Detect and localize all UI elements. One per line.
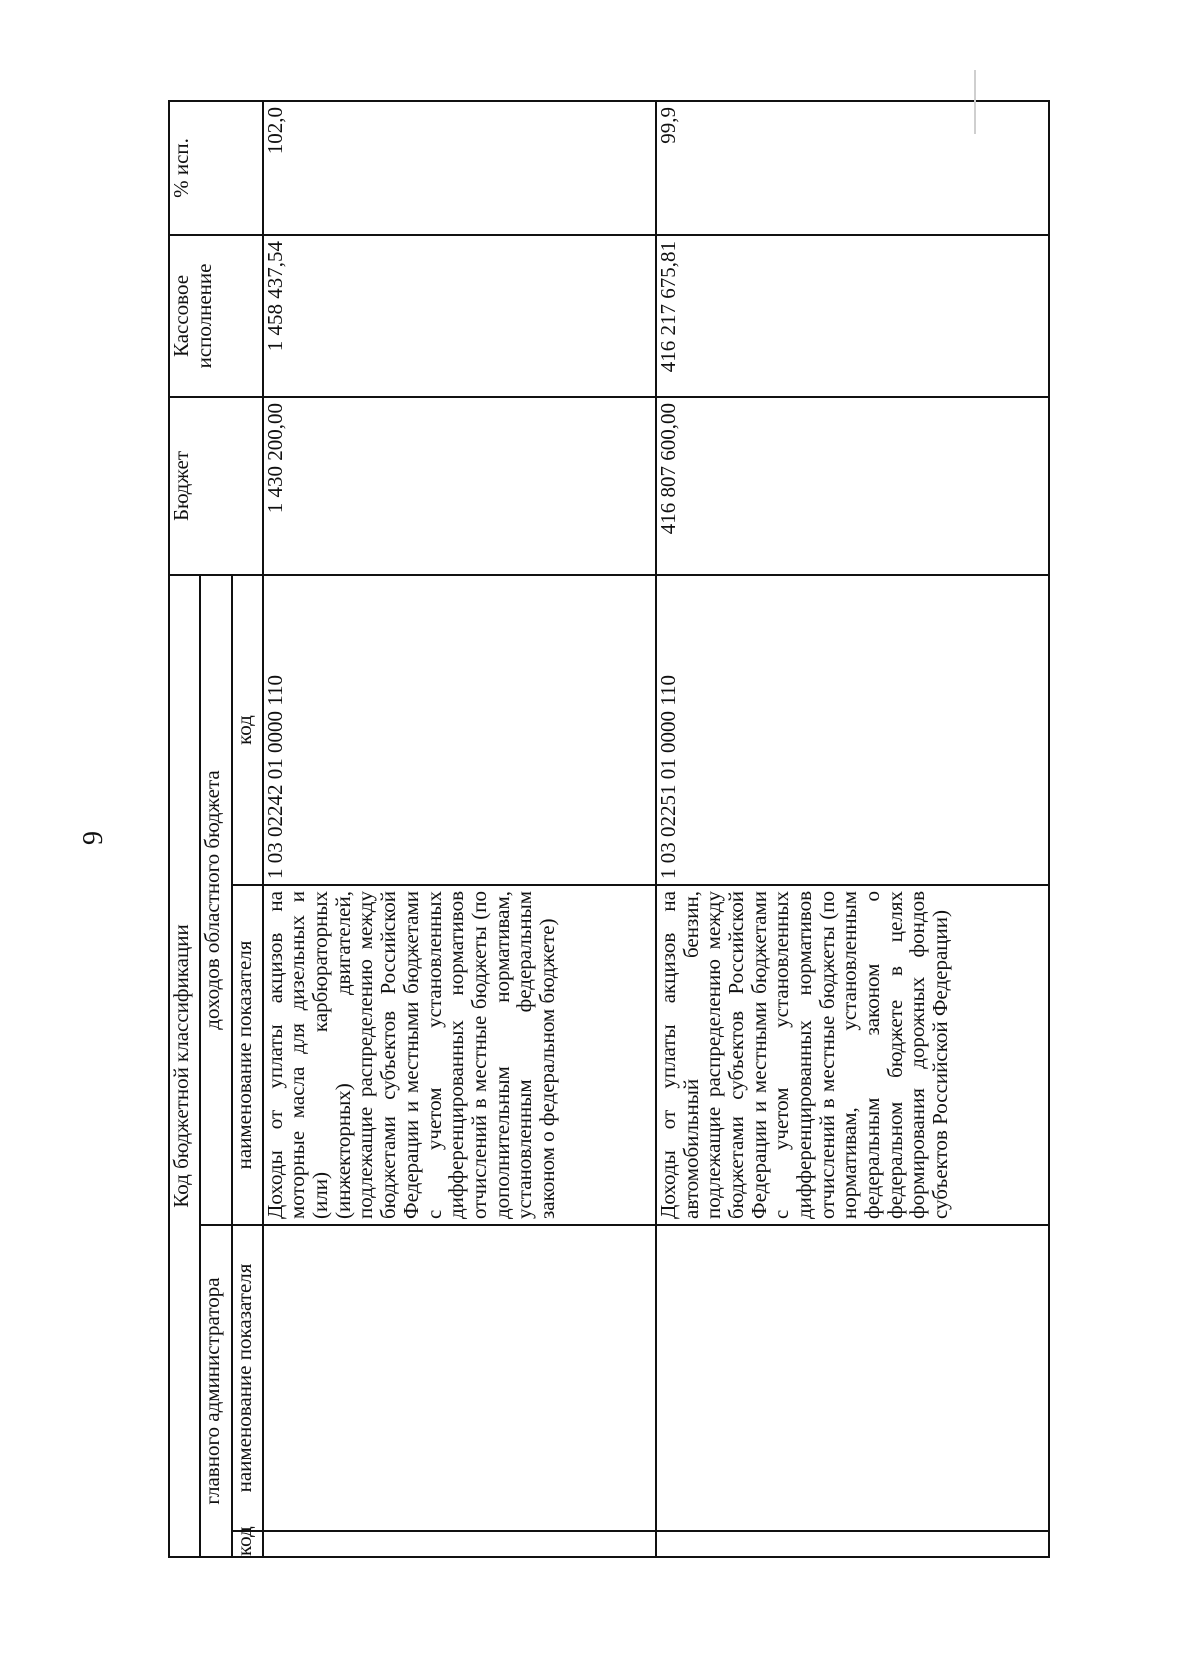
budget-header: Бюджет [169, 397, 263, 575]
income-name-cell: Доходы от уплаты акцизов на моторные масла для дизельных и (или) карбюраторных (инжекторных) двигателей, подлежащие распределению между бюджетами субъектов Российской Федерации и местными бюджетами с учетом установленных дифференцированных нормативов отчислений в местные бюджеты (по дополнительным нормативам, установленным федеральным законом о федеральном бюджете) [263, 885, 656, 1225]
admin-name-cell [263, 1225, 656, 1531]
page-number: 9 [78, 831, 109, 845]
admin-code-cell [656, 1531, 1049, 1557]
cash-header: Кассовое исполнение [169, 235, 263, 397]
income-name-header: наименование показателя [232, 885, 263, 1225]
classification-header: Код бюджетной классификации [169, 575, 200, 1557]
scan-margin-mark [974, 70, 976, 134]
income-name-cell: Доходы от уплаты акцизов на автомобильный бензин, подлежащие распределению между бюджетами субъектов Российской Федерации и местными бюджетами с учетом установленных дифференцированных нормативов отчислений в местные бюджеты (по нормативам, установленным федеральным законом о федеральном бюджете в целях формирования дорожных фондов субъектов Российской Федерации) [656, 885, 1049, 1225]
admin-name-cell [656, 1225, 1049, 1531]
income-code-cell: 1 03 02242 01 0000 110 [263, 575, 656, 885]
percent-value: 99,9 [656, 101, 1049, 235]
budget-value: 1 430 200,00 [263, 397, 656, 575]
percent-header: % исп. [169, 101, 263, 235]
admin-code-header: код [232, 1531, 263, 1557]
budget-value: 416 807 600,00 [656, 397, 1049, 575]
percent-value: 102,0 [263, 101, 656, 235]
admin-group-header: главного администратора [200, 1225, 231, 1557]
cash-value: 1 458 437,54 [263, 235, 656, 397]
income-code-cell: 1 03 02251 01 0000 110 [656, 575, 1049, 885]
cash-value: 416 217 675,81 [656, 235, 1049, 397]
table-row [263, 101, 656, 1557]
income-code-header: код [232, 575, 263, 885]
table-row [656, 101, 1049, 1557]
rotated-table-container [168, 102, 1050, 1558]
admin-name-header: наименование показателя [232, 1225, 263, 1531]
budget-table [168, 100, 1050, 1558]
income-group-header: доходов областного бюджета [200, 575, 231, 1225]
admin-code-cell [263, 1531, 656, 1557]
